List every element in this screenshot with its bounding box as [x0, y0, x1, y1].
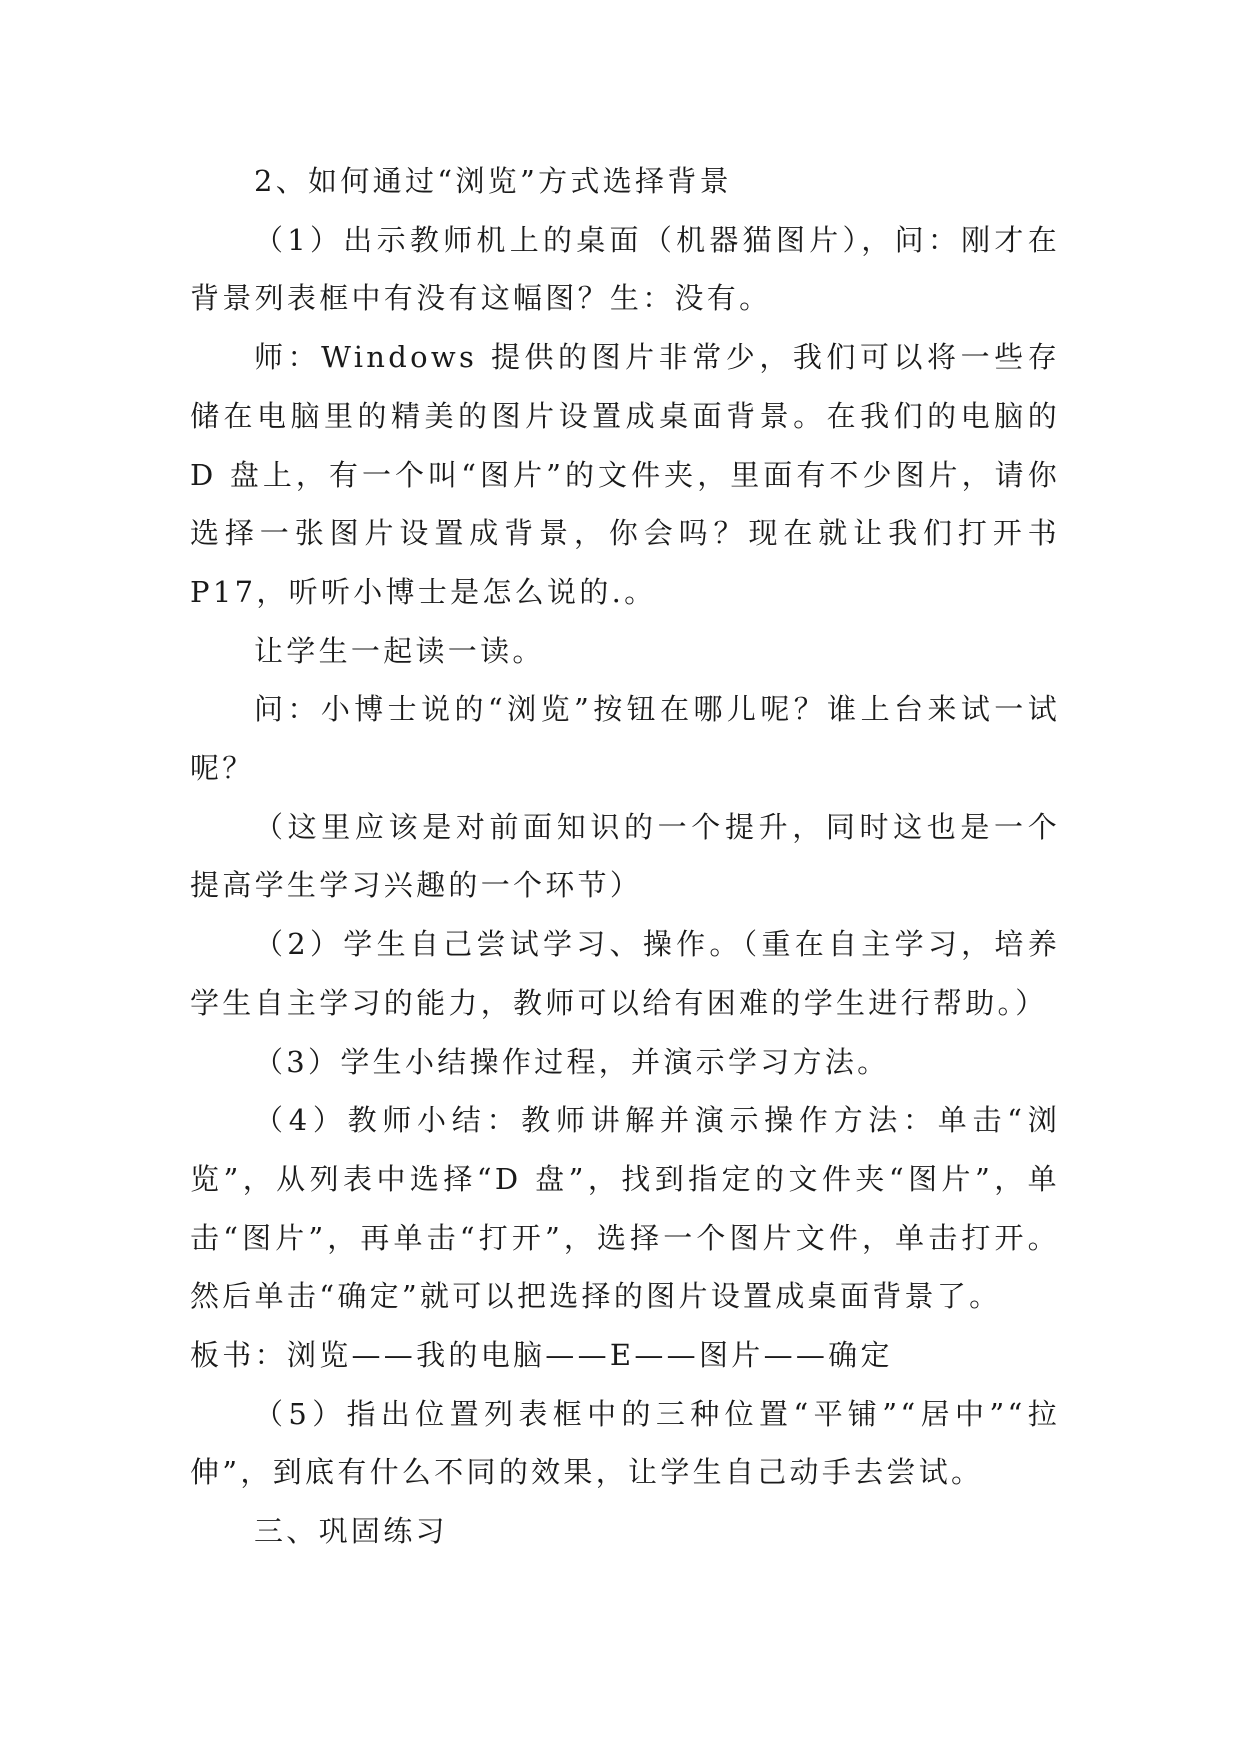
paragraph-read-together: 让学生一起读一读。: [254, 633, 545, 668]
paragraph-step-1: （1）出示教师机上的桌面（机器猫图片），问：刚才在背景列表框中有没有这幅图？生：没有。: [190, 222, 1060, 316]
paragraph-step-2: （2）学生自己尝试学习、操作。（重在自主学习，培养学生自主学习的能力，教师可以给有困难的学生进行帮助。）: [190, 927, 1060, 1020]
paragraph-step-5: （5）指出位置列表框中的三种位置“平铺”“居中”“拉伸”，到底有什么不同的效果，让学生自己动手去尝试。: [190, 1396, 1060, 1490]
paragraph-teacher-intro: 师：Windows 提供的图片非常少，我们可以将一些存储在电脑里的精美的图片设置成桌面背景。在我们的电脑的 D 盘上，有一个叫“图片”的文件夹，里面有不少图片，请你选择一张图片设置成背景，你会吗？现在就让我们打开书 P17，听听小博士是怎么说的.。: [190, 340, 1060, 609]
paragraph-step-4: （4）教师小结：教师讲解并演示操作方法：单击“浏览”，从列表中选择“D 盘”，找到指定的文件夹“图片”，单击“图片”，再单击“打开”，选择一个图片文件，单击打开。然后单击“确定”就可以把选择的图片设置成桌面背景了。: [190, 1103, 1060, 1314]
paragraph-blackboard: 板书：浏览——我的电脑——E——图片——确定: [190, 1338, 893, 1373]
document-body: [190, 152, 1060, 1561]
section-heading-browse: 2、如何通过“浏览”方式选择背景: [254, 164, 732, 198]
paragraph-step-3: （3）学生小结操作过程，并演示学习方法。: [254, 1044, 890, 1079]
paragraph-note: （这里应该是对前面知识的一个提升，同时这也是一个提高学生学习兴趣的一个环节）: [190, 809, 1060, 903]
section-heading-practice: 三、巩固练习: [254, 1514, 448, 1549]
paragraph-question: 问：小博士说的“浏览”按钮在哪儿呢？谁上台来试一试呢？: [190, 692, 1060, 786]
